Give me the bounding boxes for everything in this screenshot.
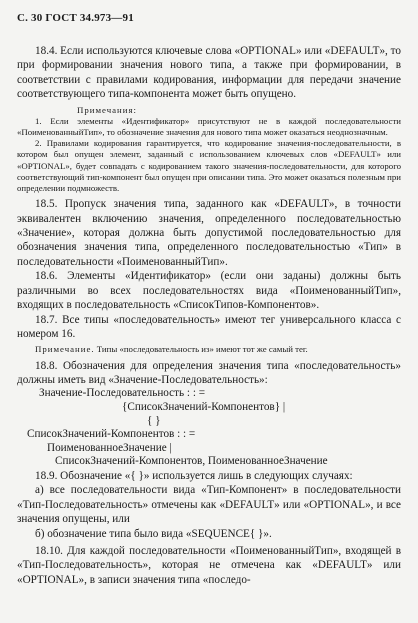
note-2: 2. Правилами кодирования гарантируется, что кодирование значения-последовательности, в котором был опущен элемент, заданный с использованием ключевых слов «DEFAULT» или «OPTIONAL», будет совпадать с кодированием такого значения-последовательности, для которого соответствующий тип-компонент был опущен при описании типа. Это может оказаться полезным при определении подмножеств. [17,138,401,194]
formula-line-2: {СписокЗначений-Компонентов} | [122,400,286,413]
notes-title [17,105,401,116]
note-3-text: Типы «последовательность из» имеют тот же самый тег. [96,344,308,355]
formula-line-4: СписокЗначений-Компонентов : : = [27,428,196,441]
paragraph-18-6: 18.6. Элементы «Идентификатор» (если они заданы) должны быть различными во всех последовательностях вида «ПоименованныйТип», входящих в последовательность «СписокТипов-Компонентов». [17,270,401,312]
formula-line-6: СписокЗначений-Компонентов, ПоименованноеЗначение [55,455,328,468]
page-content [17,44,401,587]
paragraph-18-10: 18.10. Для каждой последовательности «ПоименованныйТип», входящей в «Тип-Последовательность», которая не отмечена как «DEFAULT» или «OPTIONAL», в записи значения типа «последо- [17,544,401,586]
list-item-a: а) все последовательности вида «Тип-Компонент» в последовательности «Тип-Последовательность» отмечены как «DEFAULT» или «OPTIONAL», и все значения опущены, или [17,484,401,526]
notes-title-text: Примечания: [77,104,137,115]
paragraph-18-7: 18.7. Все типы «последовательность» имеют тег универсального класса с номером 16. [17,313,401,340]
list-item-b: б) обозначение типа было вида «SEQUENCE{ }». [35,527,272,540]
paragraph-18-9: 18.9. Обозначение «{ }» используется лишь в следующих случаях: [35,469,353,482]
paragraph-18-8: 18.8. Обозначения для определения значения типа «последовательность» должны иметь вид «Значение-Последовательность»: [17,359,401,386]
note-1: 1. Если элементы «Идентификатор» присутствуют не в каждой последовательности «ПоименованныйТип», то обозначение значения для нового типа может оказаться неоднозначным. [17,115,401,138]
formula-line-1: Значение-Последовательность : : = [39,387,206,400]
paragraph-18-5: 18.5. Пропуск значения типа, заданного как «DEFAULT», в точности эквивалентен включению значения, определенного последовательностью «Значение», которая должна быть допустимой последовательностью для обозначения значения типа, определенного последовательностью «Тип» в последовательности «ПоименованныйТип». [17,198,401,268]
note-3 [17,344,401,355]
page-header: С. 30 ГОСТ 34.973—91 [17,12,134,24]
paragraph-18-4: 18.4. Если используются ключевые слова «OPTIONAL» или «DEFAULT», то при формировании значения нового типа, а также при формировании, в соответствии с правилами кодирования, информации для передачи значение соответствующего типа-компонента может быть опущено. [17,45,401,101]
note-3-label: Примечание. [35,344,95,355]
formula-line-3: { } [147,414,161,427]
formula-line-5: ПоименованноеЗначение | [47,441,172,454]
